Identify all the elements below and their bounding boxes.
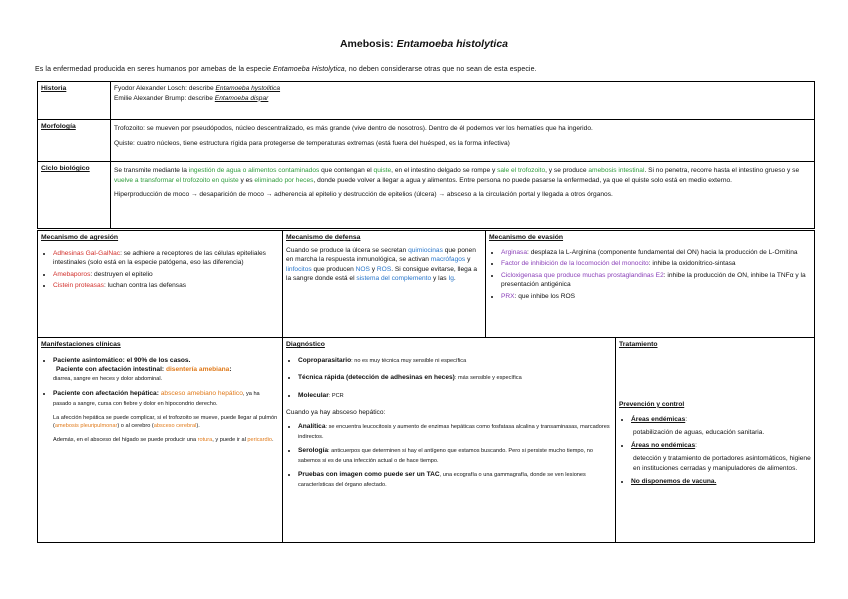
evasion-item: • Factor de inhibición de la locomoción del monocito: inhibe la oxidonítrico-sintasa xyxy=(501,259,811,269)
ciclo-hiperproduccion: Hiperproducción de moco → desaparición de moco → adherencia al epitelio y destrucción de epitelios (úlcera) → absceso a la circulación portal y llegada a otros órganos. xyxy=(114,191,613,199)
agresion-item: • Amebaporos: destruyen el epitelio xyxy=(53,270,279,280)
agresion-label: Mecanismo de agresión xyxy=(41,234,119,241)
ciclo-description: Se transmite mediante la ingestión de agua o alimentos contaminados que contengan el quiste, en el intestino delgado se rompe y sale el trofozoito, y se produce amebosis intestinal. Si no penetra, recorre hasta el intestino grueso y se vuelve a transformar el trofozoito en quiste y es eliminado por heces, donde puede volver a llegar a agua y alimentos. Entre persona no puede pasarse la enfermedad, ya que el quiste solo está en medio externo. xyxy=(114,167,800,184)
tratamiento-vacuna: • No disponemos de vacuna. xyxy=(631,477,811,487)
agresion-item: • Cistein proteasas: luchan contra las defensas xyxy=(53,281,279,291)
manifestaciones-asintomatico: • Paciente asintomático: el 90% de los casos. Paciente con afectación intestinal: disentería amebiana: diarrea, sangre en heces y dolor abdominal. xyxy=(53,356,279,383)
evasion-item: • Arginasa: desplaza la L-Arginina (componente fundamental del ON) hacia la producción de L-Ornitina xyxy=(501,248,811,258)
morfologia-quiste: Quiste: cuatro núcleos, tiene estructura rígida para protegerse de temperaturas extremas (está fuera del huésped, es la forma infectiva) xyxy=(114,139,510,147)
mechanisms-table xyxy=(37,230,815,338)
historia-label: Historia xyxy=(41,85,67,92)
evasion-item: • PRX: que inhibe los ROS xyxy=(501,292,811,302)
diagnostico-item: • Serología: anticuerpos que determinen si hay el antígeno que estamos buscando. Pero si persiste mucho tiempo, no sabemos si es de una infección actual o de hace tiempo. xyxy=(298,446,612,465)
tratamiento-endemicas-text: potabilización de aguas, educación sanitaria. xyxy=(633,428,765,436)
diagnostico-item: • Técnica rápida (detección de adhesinas en heces): más sensible y específica xyxy=(298,373,612,383)
diagnostico-item: • Analítica: se encuentra leucocitosis y aumento de enzimas hepáticas como fosfatasa alcalina y transaminasas, marcadores indirectos. xyxy=(298,422,612,441)
diagnostico-item: • Coproparasitario: no es muy técnica muy sensible ni específica xyxy=(298,356,612,366)
diagnostico-subheading: Cuando ya hay absceso hepático: xyxy=(286,409,386,417)
ciclo-label: Ciclo biológico xyxy=(41,165,90,172)
defensa-label: Mecanismo de defensa xyxy=(286,234,361,241)
tratamiento-no-endemicas-text: detección y tratamiento de portadores asintomáticos, higiene en instituciones cerradas y manipuladores de alimentos. xyxy=(633,455,811,472)
intro-text: Es la enfermedad producida en seres humanos por amebas de la especie Entamoeba Histolytica, no deben considerarse otras que no sean de esta especie. xyxy=(35,66,537,73)
tratamiento-endemicas: • Áreas endémicas: xyxy=(631,415,811,425)
diagnostico-item: • Pruebas con imagen como puede ser un TAC, una ecografía o una gammagrafía, donde se ven lesiones características del órgano afectado. xyxy=(298,470,612,489)
historia-line-2: Emilie Alexander Brump: describe Entamoeba dispar xyxy=(114,94,269,102)
evasion-label: Mecanismo de evasión xyxy=(489,234,564,241)
diagnostico-item: • Molecular: PCR xyxy=(298,391,612,401)
morfologia-trofozoito: Trofozoito: se mueven por pseudópodos, núcleo descentralizado, es más grande (vive dentro de nosotros). Dentro de él podemos ver los hematíes que ha ingerido. xyxy=(114,125,593,132)
manifestaciones-rotura: Además, en el absceso del hígado se puede producir una rotura, y puede ir al pericardio. xyxy=(53,437,274,444)
agresion-item: • Adhesinas Gal-GalNac: se adhiere a receptores de las células epiteliales intestinales (solo está en la especie patógena, eso las diferencia) xyxy=(53,249,279,268)
prevencion-heading: Prevención y control xyxy=(619,400,685,408)
defensa-text: Cuando se produce la úlcera se secretan quimiocinas que ponen en marcha la respuesta inmunológica, se activan macrófagos y linfocitos que producen NOS y ROS. Si consigue evitarse, llega a la sangre donde está el sistema del complemento y las Ig. xyxy=(286,246,477,283)
diagnostico-label: Diagnóstico xyxy=(286,341,325,348)
morfologia-label: Morfología xyxy=(41,123,76,130)
manifestaciones-complicacion: La afección hepática se puede complicar, si el trofozoito se mueve, puede llegar al pulmón (amebosis pleuripulmonar) o al cerebro (absceso cerebral). xyxy=(53,415,278,430)
page-title: Amebosis: Entamoeba histolytica xyxy=(339,38,509,50)
manifestaciones-hepatica: • Paciente con afectación hepática: absceso amebiano hepático, ya ha pasado a sangre, cursa con fiebre y dolor en hipocondrio derecho. xyxy=(53,389,279,408)
evasion-item: • Cicloxigenasa que produce muchas prostaglandinas E2: inhibe la producción de ON, inhibe la TNFα y la presentación antigénica xyxy=(501,271,811,290)
top-table xyxy=(37,81,815,229)
manifestaciones-label: Manifestaciones clínicas xyxy=(41,341,121,348)
tratamiento-no-endemicas: • Áreas no endémicas: xyxy=(631,441,811,451)
historia-line-1: Fyodor Alexander Losch: describe Entamoeba hystolitica xyxy=(114,85,281,92)
tratamiento-label: Tratamiento xyxy=(619,341,658,348)
bottom-table xyxy=(37,337,815,543)
